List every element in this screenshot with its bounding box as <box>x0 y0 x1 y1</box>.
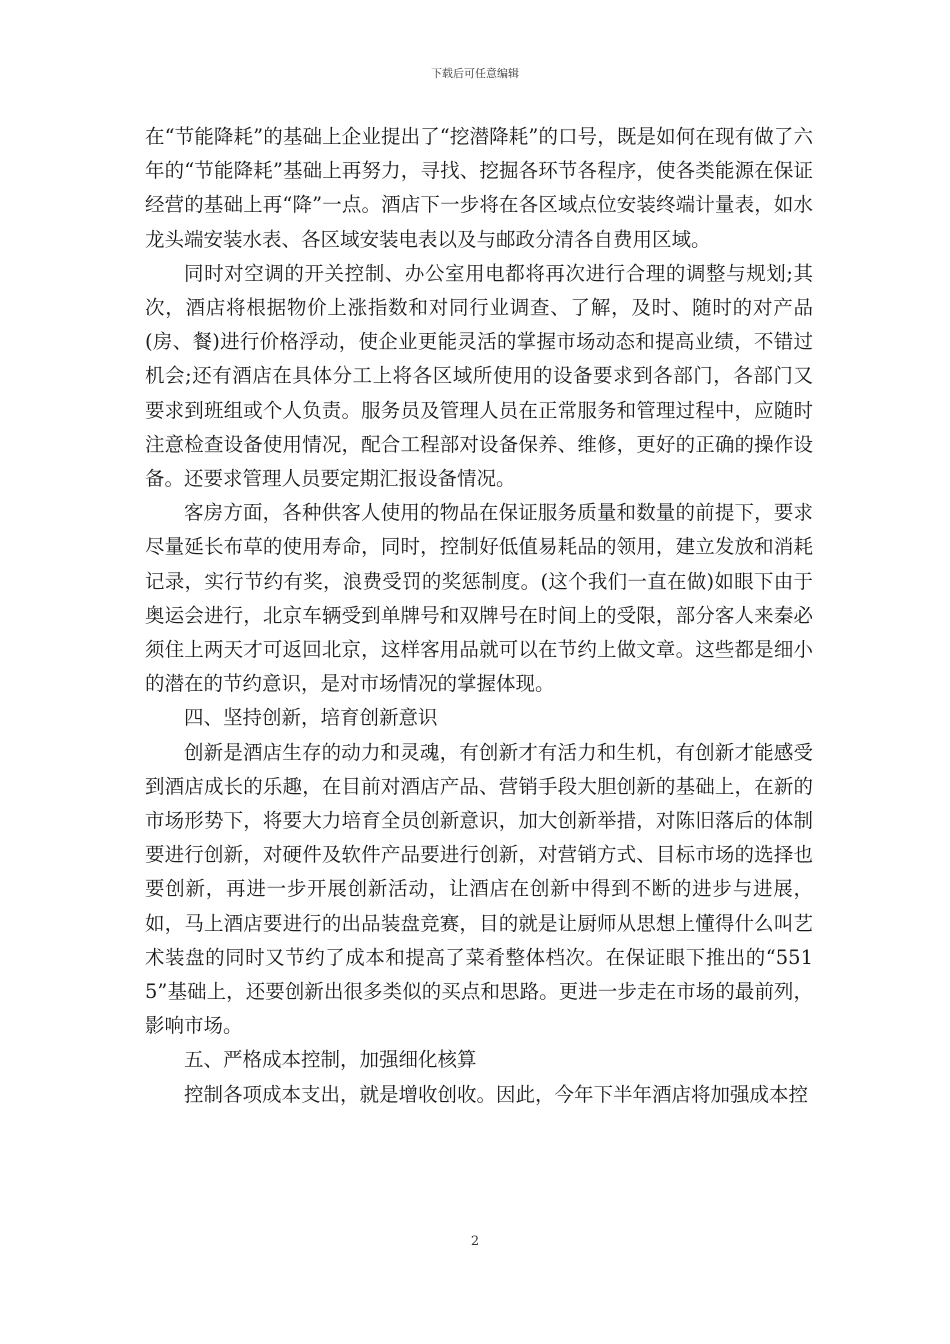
text-line: 在“节能降耗”的基础上企业提出了“挖潜降耗”的口号，既是如何在现有做 <box>145 125 774 148</box>
text-line: 记录，实行节约有奖，浪费受罚的奖惩制度。(这个我们一直在做)如眼下由于 <box>145 569 813 593</box>
heading-text: 四、坚持创新，培育创新意识 <box>184 706 438 730</box>
text-line: 还有酒店在具体分工上将各区域所使用的设备要求到各部门，各部门又要求到 <box>145 364 813 422</box>
text-line: 须住上两天才可返回北京，这样客用品就可以在节约上做文章。这些都是细小 <box>145 638 813 662</box>
heading-text: 五、严格成本控制，加强细化核算 <box>184 1048 477 1072</box>
text-line: 在保证经营的基础上再“降”一点。酒店下一步将在各区域点位安装终端计量 <box>145 159 813 217</box>
text-line: 要进行创新，对硬件及软件产品要进行创新，对营销方式、目标市场的选择也 <box>145 843 813 867</box>
text-line: 客房方面，各种供客人使用的物品在保证服务质量和数量的前提下，要求 <box>184 501 813 525</box>
document-body <box>145 120 813 1112</box>
paragraph-guest-rooms <box>145 496 813 701</box>
page-header: 下载后可任意编辑 <box>431 67 519 80</box>
text-line: 市场形势下，将要大力培育全员创新意识，加大创新举措，对陈旧落后的体制 <box>145 809 813 833</box>
text-line: 要求管理人员要定期汇报设备情况。 <box>203 467 516 491</box>
text-line: 到酒店成长的乐趣，在目前对酒店产品、营销手段大胆创新的基础上，在新的 <box>145 774 813 798</box>
text-line: 表，如水龙头端安装水表、各区域安装电表以及与邮政分清各自费用区域。 <box>145 193 813 251</box>
text-line: 班组或个人负责。服务员及管理人员在正常服务和管理过程中，应随时注意检 <box>145 398 813 456</box>
section-heading-cost-control <box>145 1043 813 1077</box>
text-line: 盘的同时又节约了成本和提高了菜肴整体档次。在保证眼下推出的“5515”基 <box>145 945 813 1004</box>
text-line: 市场。 <box>184 1014 243 1038</box>
text-line: 同时对空调的开关控制、办公室用电都将再次进行合理的调整与规划;其次， <box>145 261 813 320</box>
text-line: 创新是酒店生存的动力和灵魂，有创新才有活力和生机，有创新才能感受 <box>184 740 813 764</box>
text-line: 了六年的“节能降耗”基础上再努力，寻找、挖掘各环节各程序，使各类能源 <box>145 125 813 183</box>
text-line: 要创新，再进一步开展创新活动，让酒店在创新中得到不断的进步与进展，如， <box>145 877 813 935</box>
text-line: 酒店将根据物价上涨指数和对同行业调查、了解，及时、随时的对产品(房、 <box>145 296 813 354</box>
text-line: 础上，还要创新出很多类似的买点和思路。更进一步走在市场的最前列，影响 <box>145 980 813 1038</box>
section-heading-innovation <box>145 701 813 735</box>
text-line: 尽量延长布草的使用寿命，同时，控制好低值易耗品的领用，建立发放和消耗 <box>145 535 813 559</box>
paragraph-cost-control <box>145 1078 813 1112</box>
paragraph-energy-saving <box>145 120 813 257</box>
text-line: 控制各项成本支出，就是增收创收。因此，今年下半年酒店将加强成本控 <box>184 1082 809 1106</box>
text-line: 查设备使用情况，配合工程部对设备保养、维修，更好的正确的操作设备。还 <box>145 432 813 491</box>
page-number: 2 <box>470 1234 480 1249</box>
text-line: 餐)进行价格浮动，使企业更能灵活的掌握市场动态和提高业绩，不错过机会; <box>145 330 814 388</box>
paragraph-equipment-control <box>145 257 813 496</box>
text-line: 的潜在的节约意识，是对市场情况的掌握体现。 <box>145 672 555 696</box>
text-line: 马上酒店要进行的出品装盘竞赛，目的就是让厨师从思想上懂得什么叫艺术装 <box>145 911 813 969</box>
text-line: 奥运会进行，北京车辆受到单牌号和双牌号在时间上的受限，部分客人来秦必 <box>145 603 813 627</box>
paragraph-innovation <box>145 736 813 1044</box>
